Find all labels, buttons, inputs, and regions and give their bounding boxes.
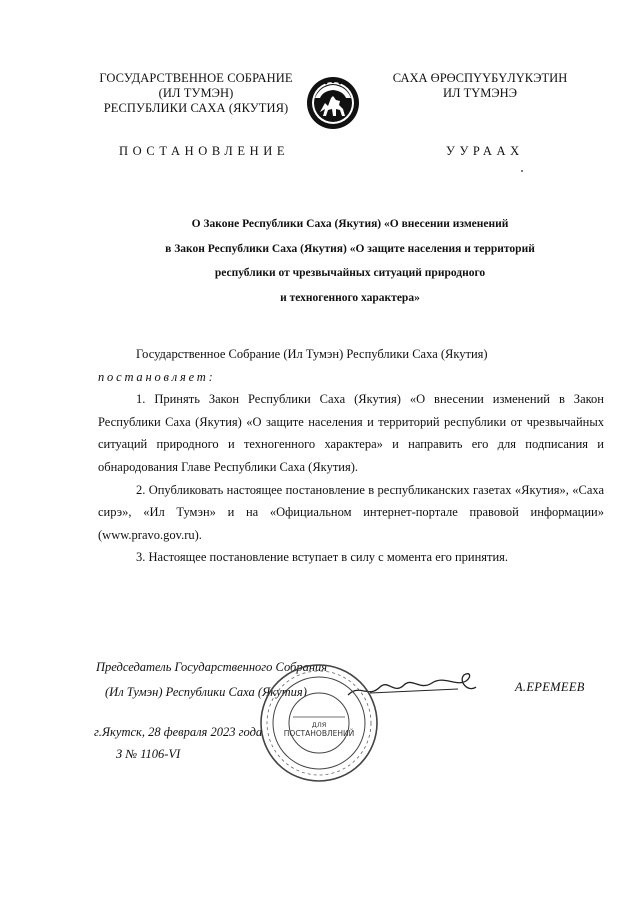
decree-item-2: 2. Опубликовать настоящее постановление в республиканских газетах «Якутия», «Саха сирэ», «Ил Тумэн» и на «Официальном интернет-портале правовой информации» (www.pravo.gov.ru). (98, 482, 604, 542)
title-line: в Закон Республики Саха (Якутия) «О защите населения и территорий (165, 242, 535, 255)
issuer-line: САХА ӨРӨСПҮҮБҮЛҮКЭТИН (392, 71, 568, 85)
document-type-ru: ПОСТАНОВЛЕНИЕ (119, 144, 290, 158)
title-line: республики от чрезвычайных ситуаций природного (214, 267, 486, 279)
intro-paragraph: Государственное Собрание (Ил Тумэн) Республики Саха (Якутия) (136, 347, 488, 361)
document-type-sakha: УУРААХ (446, 144, 524, 158)
issuer-name-ru (88, 71, 304, 116)
stray-mark (521, 170, 523, 172)
document-number: З № 1106-VI (116, 747, 181, 761)
seal-center-text: ПОСТАНОВЛЕНИЙ (283, 729, 355, 738)
official-seal (257, 661, 381, 785)
place-and-date: г.Якутск, 28 февраля 2023 года (94, 725, 263, 739)
issuer-line: ГОСУДАРСТВЕННОЕ СОБРАНИЕ (99, 71, 293, 85)
decree-item-1: 1. Принять Закон Республики Саха (Якутия) «О внесении изменений в Закон Республики Саха (Якутия) «О защите населения и территорий республики от чрезвычайных ситуаций природного и техногенного характера» и направить его для подписания и обнародования Главе Республики Саха (Якутия). (98, 392, 604, 474)
decree-word: постановляет: (98, 369, 216, 384)
signatory-title-line: (Ил Тумэн) Республики Саха (Якутия) (105, 684, 307, 699)
issuer-name-sakha (378, 71, 582, 101)
title-line: О Законе Республики Саха (Якутия) «О внесении изменений (191, 218, 509, 230)
signer-name: А.ЕРЕМЕЕВ (515, 680, 585, 694)
document-title (100, 212, 600, 310)
document-body (98, 343, 604, 569)
seal-center-text: ДЛЯ (311, 721, 327, 729)
signatory-title-line: Председатель Государственного Собрания (96, 660, 328, 674)
title-line: и техногенного характера» (280, 291, 420, 304)
issuer-line: РЕСПУБЛИКИ САХА (ЯКУТИЯ) (103, 101, 289, 115)
issuer-line: (ИЛ ТУМЭН) (158, 86, 234, 100)
coat-of-arms-emblem (306, 76, 360, 130)
decree-item-3: 3. Настоящее постановление вступает в силу с момента его принятия. (136, 550, 509, 565)
issuer-line: ИЛ ТҮМЭНЭ (443, 86, 517, 100)
